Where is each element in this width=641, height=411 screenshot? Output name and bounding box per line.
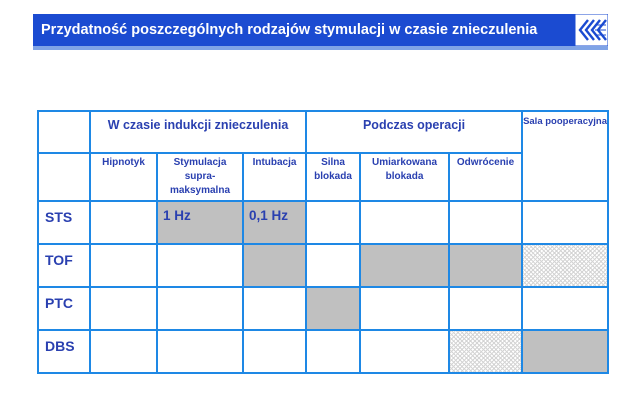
col-header-silna: Silna blokada — [306, 153, 360, 201]
cell — [360, 201, 449, 244]
title-underline — [33, 46, 608, 50]
col-header-intubacja: Intubacja — [243, 153, 306, 201]
cell — [449, 330, 522, 373]
col-header-umiarkowana: Umiarkowana blokada — [360, 153, 449, 201]
group-header-induction: W czasie indukcji znieczulenia — [90, 111, 306, 153]
cell — [360, 330, 449, 373]
cell — [306, 244, 360, 287]
cell — [522, 287, 608, 330]
slide-title: Przydatność poszczególnych rodzajów stymulacji w czasie znieczulenia — [41, 22, 538, 38]
stimulation-table — [37, 110, 609, 374]
cell — [243, 244, 306, 287]
cell — [90, 244, 157, 287]
header-empty-sub — [38, 153, 90, 201]
table-row — [38, 244, 608, 287]
cell — [306, 330, 360, 373]
cell-value: 0,1 Hz — [243, 201, 306, 244]
table-row — [38, 330, 608, 373]
cell — [360, 287, 449, 330]
cell — [360, 244, 449, 287]
table-row — [38, 201, 608, 244]
row-label-sts: STS — [38, 201, 90, 244]
col-header-stymulacja: Stymulacja supra-maksymalna — [157, 153, 243, 201]
cell — [449, 244, 522, 287]
cell — [306, 287, 360, 330]
cell — [90, 287, 157, 330]
cell — [243, 330, 306, 373]
cell — [449, 201, 522, 244]
cell — [449, 287, 522, 330]
cell — [306, 201, 360, 244]
row-label-ptc: PTC — [38, 287, 90, 330]
cell — [243, 287, 306, 330]
cell — [522, 244, 608, 287]
table-row — [38, 287, 608, 330]
cell — [522, 201, 608, 244]
cell — [90, 330, 157, 373]
row-label-tof: TOF — [38, 244, 90, 287]
slide-title-bar — [33, 14, 575, 46]
cell — [157, 287, 243, 330]
cell-value: 1 Hz — [157, 201, 243, 244]
group-header-postop: Sala pooperacyjna — [522, 111, 608, 201]
header-empty-top — [38, 111, 90, 153]
row-label-dbs: DBS — [38, 330, 90, 373]
col-header-odwrocenie: Odwrócenie — [449, 153, 522, 201]
cell — [522, 330, 608, 373]
cell — [157, 244, 243, 287]
group-header-operation: Podczas operacji — [306, 111, 522, 153]
col-header-hipnotyk: Hipnotyk — [90, 153, 157, 201]
cell — [90, 201, 157, 244]
cell — [157, 330, 243, 373]
chevrons-logo-icon — [575, 14, 608, 46]
